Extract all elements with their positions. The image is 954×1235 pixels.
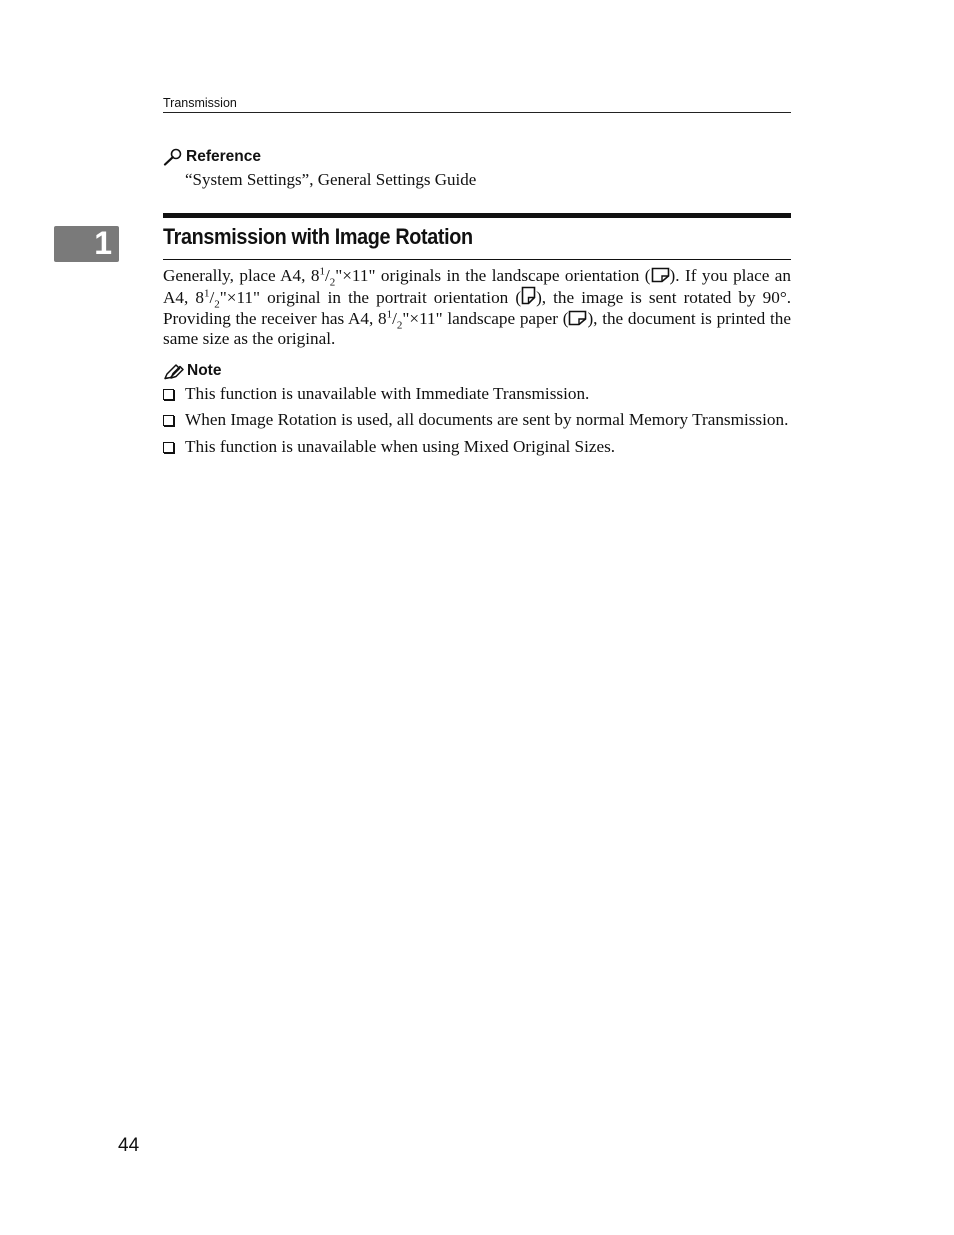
note-heading-label: Note (187, 362, 222, 379)
para-text: "×11" landscape paper ( (402, 308, 569, 328)
checkbox-bullet-icon (163, 442, 174, 453)
landscape-orientation-icon (651, 267, 670, 283)
reference-heading (163, 148, 791, 166)
list-item-text: This function is unavailable with Immediate Transmission. (185, 384, 590, 403)
fraction-denominator: 2 (329, 276, 336, 289)
portrait-orientation-icon (521, 286, 536, 305)
fraction-denominator: 2 (396, 319, 403, 332)
fraction-slash: / (392, 308, 397, 328)
fraction-slash: / (209, 288, 215, 308)
note-block (163, 362, 791, 463)
fraction-numerator: 1 (319, 265, 325, 278)
running-title: Transmission (163, 96, 237, 110)
note-list (163, 384, 791, 457)
pencil-icon (163, 363, 184, 380)
fraction-slash: / (324, 266, 330, 285)
checkbox-bullet-icon (163, 389, 174, 400)
para-text: ), the image is sent rotated by 90°. Providing the receiver has A4, 8 (163, 288, 791, 328)
para-text: Generally, place A4, 8 (163, 266, 320, 285)
section-top-rule (163, 213, 791, 218)
fraction-denominator: 2 (214, 298, 220, 311)
chapter-tab (54, 226, 119, 262)
chapter-number: 1 (94, 225, 112, 261)
reference-text: “System Settings”, General Settings Guide (185, 170, 477, 189)
reference-block (163, 148, 791, 190)
para-text: ), the document is printed the same size as the original. (163, 308, 791, 349)
fraction-numerator: 1 (386, 308, 393, 321)
reference-heading-label: Reference (186, 148, 261, 165)
section-bottom-rule (163, 259, 791, 260)
body-paragraph (163, 266, 791, 350)
para-text: "×11" originals in the landscape orientation ( (335, 266, 651, 285)
magnifier-icon (163, 148, 183, 166)
list-item (163, 437, 791, 457)
para-text: "×11" original in the portrait orientation ( (219, 288, 522, 308)
checkbox-bullet-icon (163, 415, 174, 426)
section-title: Transmission with Image Rotation (163, 224, 473, 249)
list-item (163, 410, 791, 430)
para-text: ). If you place an A4, 8 (163, 266, 791, 308)
page-number: 44 (118, 1135, 140, 1156)
list-item-text: When Image Rotation is used, all documents are sent by normal Memory Transmission. (185, 410, 789, 430)
fraction-numerator: 1 (203, 287, 210, 300)
running-header (163, 96, 791, 113)
list-item-text: This function is unavailable when using Mixed Original Sizes. (185, 436, 616, 456)
landscape-orientation-icon (568, 310, 587, 326)
note-heading (163, 362, 791, 380)
list-item (163, 384, 791, 404)
